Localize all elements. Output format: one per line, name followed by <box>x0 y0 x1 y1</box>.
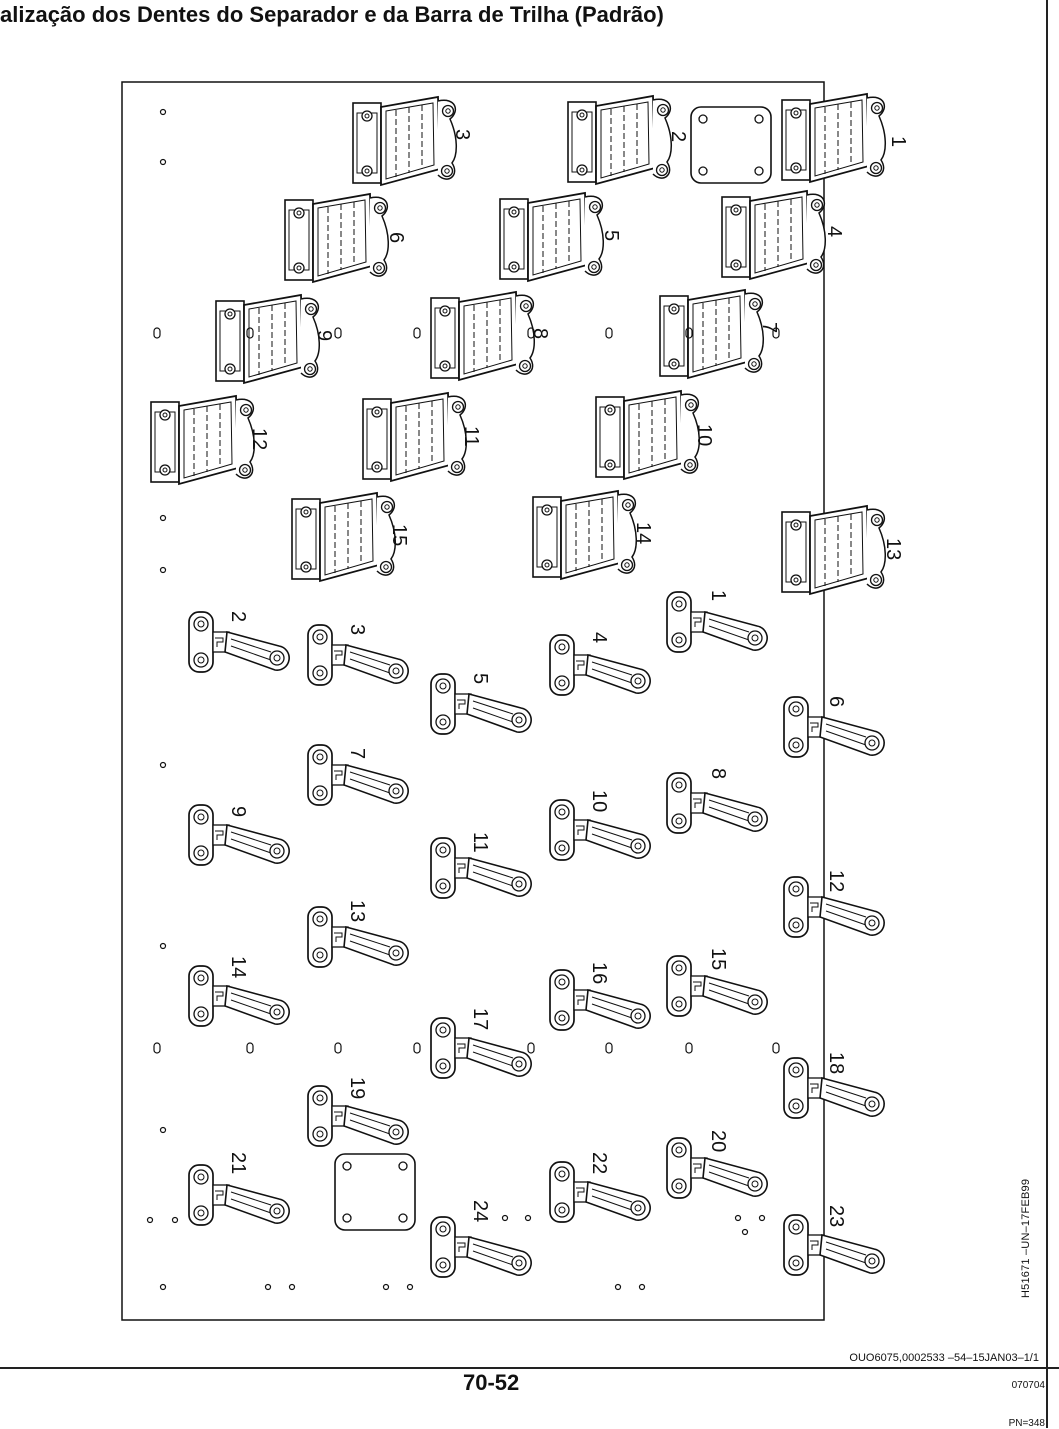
page-title: alização dos Dentes do Separador e da Barra de Trilha (Padrão) <box>0 2 664 27</box>
separator-tooth <box>568 96 671 184</box>
bar-label: 22 <box>588 1152 610 1175</box>
bar-label: 7 <box>346 748 368 760</box>
separator-tooth <box>533 491 636 579</box>
separator-tooth <box>353 97 456 185</box>
tooth-label: 14 <box>632 522 654 545</box>
tooth-label: 7 <box>758 322 780 334</box>
date-code: 070704 <box>1011 1380 1045 1391</box>
bar-label: 23 <box>825 1205 847 1228</box>
page-number: 70-52 <box>463 1370 520 1395</box>
bar-label: 9 <box>227 806 249 818</box>
tooth-label: 15 <box>388 524 410 547</box>
bar-label: 20 <box>707 1130 729 1153</box>
separator-tooth <box>782 94 885 182</box>
footer-rule <box>0 1367 1059 1369</box>
separator-tooth <box>363 393 466 481</box>
tooth-label: 11 <box>460 426 482 447</box>
tooth-label: 1 <box>887 136 909 148</box>
bar-label: 14 <box>227 956 249 979</box>
tooth-label: 3 <box>451 129 473 141</box>
bar-label: 12 <box>825 870 847 893</box>
separator-tooth <box>292 493 395 581</box>
track-bar <box>667 773 767 833</box>
bar-label: 10 <box>588 790 610 813</box>
bar-label: 16 <box>588 962 610 985</box>
bar-label: 21 <box>227 1152 249 1175</box>
bar-label: 15 <box>707 948 729 971</box>
bar-label: 24 <box>469 1200 491 1223</box>
bar-label: 3 <box>346 624 368 636</box>
tooth-label: 2 <box>667 131 689 143</box>
track-bar <box>550 635 650 695</box>
bar-label: 4 <box>588 632 610 644</box>
bar-label: 1 <box>707 590 729 602</box>
tooth-label: 10 <box>693 424 715 447</box>
bar-label: 6 <box>825 696 847 708</box>
bar-label: 17 <box>469 1008 491 1031</box>
separator-tooth <box>431 292 534 380</box>
bar-label: 13 <box>346 900 368 923</box>
separator-tooth <box>216 295 319 383</box>
footer-cut-text: PN=348 <box>1008 1418 1045 1429</box>
figure-id: H51671 –UN–17FEB99 <box>1020 1178 1032 1298</box>
separator-tooth <box>500 193 603 281</box>
tooth-label: 13 <box>882 538 904 561</box>
bar-label: 5 <box>469 673 491 685</box>
separator-tooth <box>596 391 699 479</box>
bar-label: 19 <box>346 1077 368 1100</box>
separator-tooth <box>782 506 885 594</box>
bar-label: 8 <box>707 768 729 780</box>
document-reference: OUO6075,0002533 –54–15JAN03–1/1 <box>849 1352 1039 1364</box>
separator-tooth <box>660 290 763 378</box>
track-bar <box>431 1217 531 1277</box>
tooth-label: 4 <box>823 226 845 238</box>
bar-label: 18 <box>825 1052 847 1075</box>
tooth-label: 12 <box>248 428 270 451</box>
cover-plate <box>691 107 771 183</box>
separator-tooth <box>285 194 388 282</box>
bar-label: 11 <box>469 832 491 853</box>
separator-tooth <box>151 396 254 484</box>
tooth-label: 8 <box>529 328 551 340</box>
tooth-label: 5 <box>600 230 622 242</box>
track-bars <box>189 592 884 1277</box>
separator-teeth <box>151 94 885 594</box>
tooth-label: 9 <box>313 330 335 342</box>
cover-plate <box>335 1154 415 1230</box>
separator-tooth <box>722 191 825 279</box>
tooth-label: 6 <box>385 232 407 244</box>
bar-label: 2 <box>227 611 249 623</box>
